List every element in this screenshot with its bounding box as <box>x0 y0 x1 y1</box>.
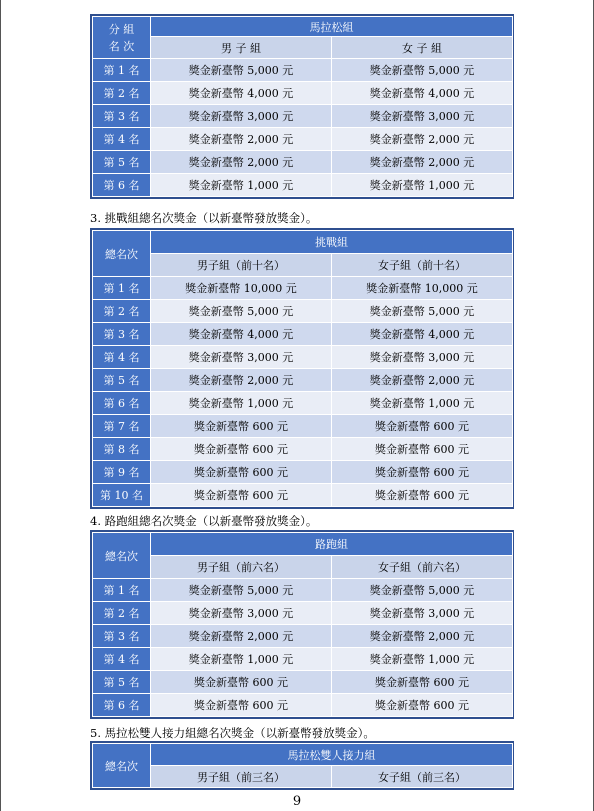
rank-cell: 第 6 名 <box>93 694 151 717</box>
table-row <box>93 648 513 671</box>
rank-cell: 第 1 名 <box>93 579 151 602</box>
male-prize-cell: 獎金新臺幣 600 元 <box>151 415 332 438</box>
male-prize-cell: 獎金新臺幣 600 元 <box>151 484 332 507</box>
female-prize-cell: 獎金新臺幣 3,000 元 <box>332 105 513 128</box>
rank-cell: 第 2 名 <box>93 602 151 625</box>
road-section-title: 4. 路跑組總名次獎金（以新臺幣發放獎金）。 <box>90 514 318 528</box>
table-row <box>93 174 513 197</box>
male-prize-cell: 獎金新臺幣 2,000 元 <box>151 128 332 151</box>
rank-cell: 第 5 名 <box>93 151 151 174</box>
female-prize-cell: 獎金新臺幣 2,000 元 <box>332 625 513 648</box>
rank-cell: 第 6 名 <box>93 392 151 415</box>
male-prize-cell: 獎金新臺幣 5,000 元 <box>151 300 332 323</box>
male-prize-cell: 獎金新臺幣 1,000 元 <box>151 174 332 197</box>
rank-cell: 第 7 名 <box>93 415 151 438</box>
table-row <box>93 277 513 300</box>
table-row <box>93 579 513 602</box>
male-prize-cell: 獎金新臺幣 600 元 <box>151 461 332 484</box>
male-prize-cell: 獎金新臺幣 1,000 元 <box>151 392 332 415</box>
female-prize-cell: 獎金新臺幣 4,000 元 <box>332 323 513 346</box>
rank-cell: 第 4 名 <box>93 346 151 369</box>
table-row <box>93 415 513 438</box>
female-prize-cell: 獎金新臺幣 10,000 元 <box>332 277 513 300</box>
page-number: 9 <box>292 794 302 809</box>
rank-cell: 第 2 名 <box>93 82 151 105</box>
table-row <box>93 323 513 346</box>
female-prize-cell: 獎金新臺幣 600 元 <box>332 461 513 484</box>
table-row <box>93 82 513 105</box>
marathon-col-female: 女 子 組 <box>332 37 513 59</box>
rank-cell: 第 5 名 <box>93 671 151 694</box>
relay-col-female: 女子組（前三名） <box>332 766 513 788</box>
marathon-group-title: 馬拉松組 <box>151 17 513 37</box>
page-border-left <box>0 0 1 811</box>
challenge-prize-table <box>90 228 514 509</box>
relay-prize-table <box>90 741 514 790</box>
male-prize-cell: 獎金新臺幣 3,000 元 <box>151 602 332 625</box>
road-col-male: 男子組（前六名） <box>151 556 332 579</box>
male-prize-cell: 獎金新臺幣 1,000 元 <box>151 648 332 671</box>
rank-cell: 第 3 名 <box>93 323 151 346</box>
male-prize-cell: 獎金新臺幣 600 元 <box>151 671 332 694</box>
rank-cell: 第 1 名 <box>93 277 151 300</box>
table-row <box>93 625 513 648</box>
marathon-corner-header: 分 組 名 次 <box>93 17 151 59</box>
male-prize-cell: 獎金新臺幣 3,000 元 <box>151 105 332 128</box>
marathon-prize-table <box>90 14 514 199</box>
relay-corner-header: 總名次 <box>93 744 151 788</box>
female-prize-cell: 獎金新臺幣 5,000 元 <box>332 300 513 323</box>
male-prize-cell: 獎金新臺幣 3,000 元 <box>151 346 332 369</box>
male-prize-cell: 獎金新臺幣 5,000 元 <box>151 579 332 602</box>
table-row <box>93 151 513 174</box>
rank-cell: 第 10 名 <box>93 484 151 507</box>
road-prize-table <box>90 530 514 719</box>
table-row <box>93 438 513 461</box>
table-row <box>93 369 513 392</box>
female-prize-cell: 獎金新臺幣 2,000 元 <box>332 128 513 151</box>
relay-group-title: 馬拉松雙人接力組 <box>151 744 513 766</box>
challenge-section-title: 3. 挑戰組總名次獎金（以新臺幣發放獎金）。 <box>90 211 318 225</box>
male-prize-cell: 獎金新臺幣 5,000 元 <box>151 59 332 82</box>
challenge-group-title: 挑戰組 <box>151 231 513 254</box>
table-row <box>93 694 513 717</box>
rank-cell: 第 3 名 <box>93 105 151 128</box>
relay-col-male: 男子組（前三名） <box>151 766 332 788</box>
rank-cell: 第 8 名 <box>93 438 151 461</box>
male-prize-cell: 獎金新臺幣 2,000 元 <box>151 625 332 648</box>
female-prize-cell: 獎金新臺幣 1,000 元 <box>332 648 513 671</box>
road-group-title: 路跑組 <box>151 533 513 556</box>
male-prize-cell: 獎金新臺幣 2,000 元 <box>151 151 332 174</box>
challenge-col-male: 男子組（前十名） <box>151 254 332 277</box>
female-prize-cell: 獎金新臺幣 3,000 元 <box>332 346 513 369</box>
relay-section-title: 5. 馬拉松雙人接力組總名次獎金（以新臺幣發放獎金）。 <box>90 726 375 740</box>
road-col-female: 女子組（前六名） <box>332 556 513 579</box>
table-row <box>93 346 513 369</box>
female-prize-cell: 獎金新臺幣 2,000 元 <box>332 151 513 174</box>
table-row <box>93 461 513 484</box>
female-prize-cell: 獎金新臺幣 600 元 <box>332 671 513 694</box>
table-row <box>93 392 513 415</box>
female-prize-cell: 獎金新臺幣 5,000 元 <box>332 59 513 82</box>
rank-cell: 第 5 名 <box>93 369 151 392</box>
road-corner-header: 總名次 <box>93 533 151 579</box>
rank-cell: 第 9 名 <box>93 461 151 484</box>
marathon-col-male: 男 子 組 <box>151 37 332 59</box>
male-prize-cell: 獎金新臺幣 600 元 <box>151 438 332 461</box>
rank-cell: 第 4 名 <box>93 648 151 671</box>
table-row <box>93 484 513 507</box>
female-prize-cell: 獎金新臺幣 3,000 元 <box>332 602 513 625</box>
table-row <box>93 105 513 128</box>
rank-cell: 第 4 名 <box>93 128 151 151</box>
female-prize-cell: 獎金新臺幣 2,000 元 <box>332 369 513 392</box>
female-prize-cell: 獎金新臺幣 1,000 元 <box>332 174 513 197</box>
rank-cell: 第 1 名 <box>93 59 151 82</box>
rank-cell: 第 2 名 <box>93 300 151 323</box>
table-row <box>93 671 513 694</box>
table-row <box>93 300 513 323</box>
female-prize-cell: 獎金新臺幣 600 元 <box>332 415 513 438</box>
rank-cell: 第 6 名 <box>93 174 151 197</box>
female-prize-cell: 獎金新臺幣 1,000 元 <box>332 392 513 415</box>
male-prize-cell: 獎金新臺幣 4,000 元 <box>151 323 332 346</box>
table-row <box>93 59 513 82</box>
rank-cell: 第 3 名 <box>93 625 151 648</box>
table-row <box>93 602 513 625</box>
male-prize-cell: 獎金新臺幣 2,000 元 <box>151 369 332 392</box>
female-prize-cell: 獎金新臺幣 600 元 <box>332 438 513 461</box>
male-prize-cell: 獎金新臺幣 600 元 <box>151 694 332 717</box>
challenge-corner-header: 總名次 <box>93 231 151 277</box>
male-prize-cell: 獎金新臺幣 4,000 元 <box>151 82 332 105</box>
challenge-col-female: 女子組（前十名） <box>332 254 513 277</box>
female-prize-cell: 獎金新臺幣 600 元 <box>332 694 513 717</box>
female-prize-cell: 獎金新臺幣 4,000 元 <box>332 82 513 105</box>
male-prize-cell: 獎金新臺幣 10,000 元 <box>151 277 332 300</box>
table-row <box>93 128 513 151</box>
female-prize-cell: 獎金新臺幣 5,000 元 <box>332 579 513 602</box>
female-prize-cell: 獎金新臺幣 600 元 <box>332 484 513 507</box>
